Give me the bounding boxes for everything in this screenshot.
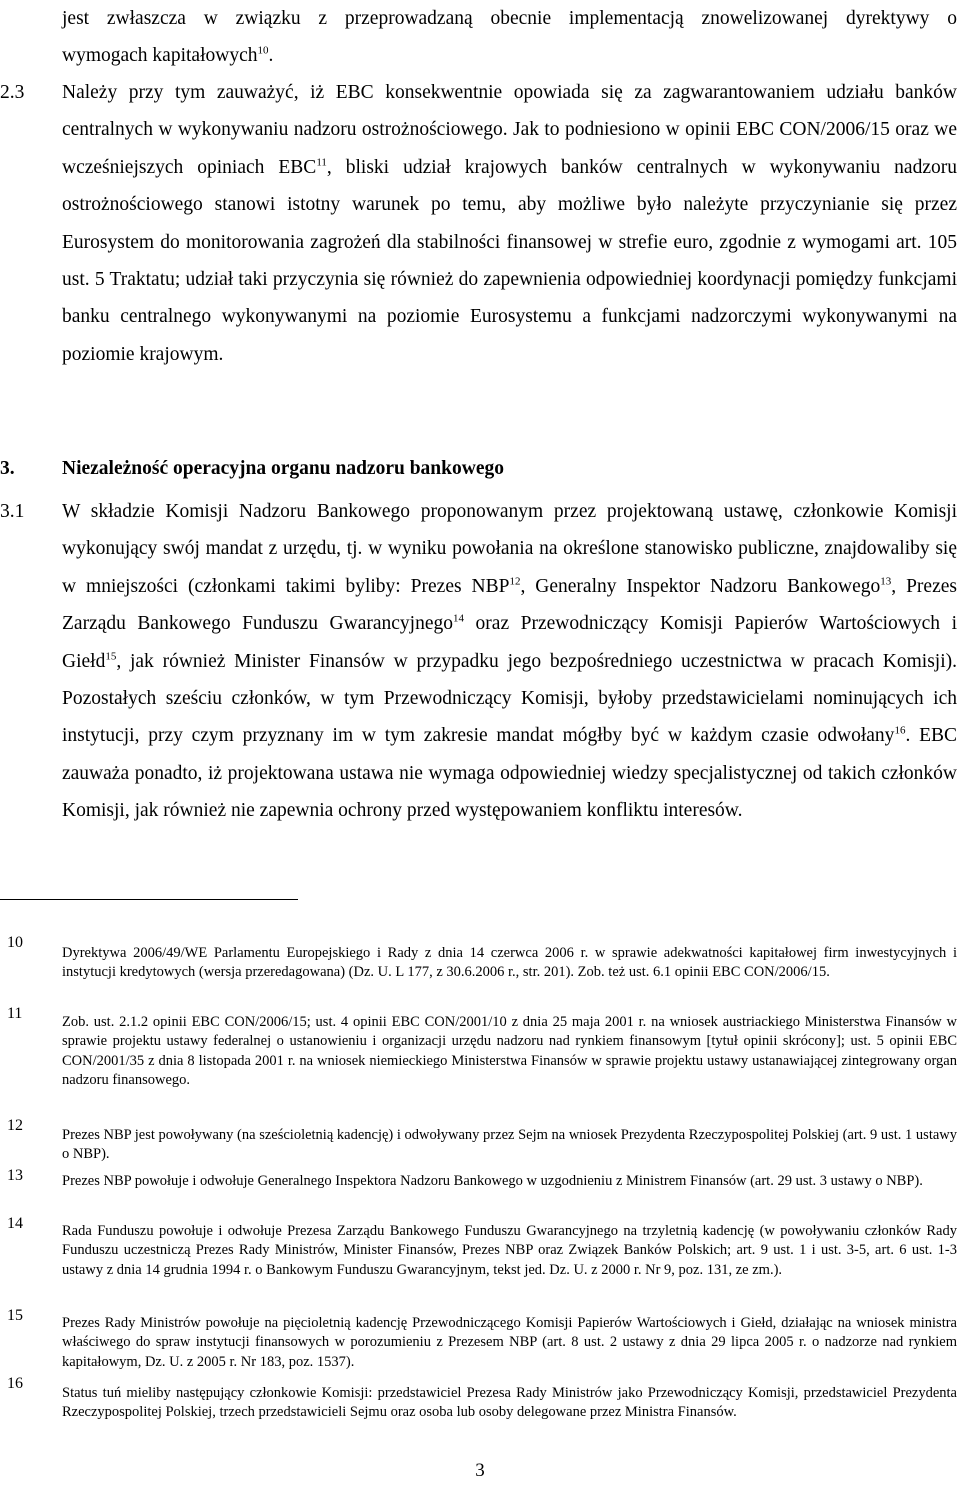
intro-paragraph (62, 0, 957, 75)
paragraph-3-1-text-d: oraz Przewodniczący Komisji Papierów Wartościowych i Giełd (62, 613, 958, 672)
paragraph-3-1-text-f: . EBC zauważa ponadto, iż projektowana ustawa nie wymaga odpowiedniej wiedzy specjalistycznej od takich członków Komisji, jak również nie zapewnia ochrony przed występowaniem konfliktu interesów. (62, 725, 957, 822)
footnote-text: Rada Funduszu powołuje i odwołuje Prezesa Zarządu Bankowego Funduszu Gwarancyjnego na trzyletnią kadencję (w powoływaniu członków Rady Funduszu uczestniczą Prezes Rady Ministrów, Minister Finansów, Prezes NBP oraz Związek Banków Polskich; art. 9 ust. 1 i ust. 3-5, art. 6 ust. 1-3 ustawy z dnia 14 grudnia 1994 r. o Bankowym Funduszu Gwarancyjnym, tekst jed. Dz. U. z 2000 r. Nr 9, poz. 131, ze zm.). (62, 1223, 957, 1278)
page-number: 3 (475, 1460, 485, 1481)
paragraph-3-1-text-c: , Prezes Zarządu Bankowego Funduszu Gwarancyjnego (62, 575, 957, 635)
footnote-text: Prezes NBP powołuje i odwołuje Generalnego Inspektora Nadzoru Bankowego w uzgodnieniu z Ministrem Finansów (art. 29 ust. 3 ustawy o NBP). (62, 1173, 923, 1189)
footnote-text: Prezes Rady Ministrów powołuje na pięcioletnią kadencję Przewodniczącego Komisji Papierów Wartościowych i Giełd, działając na wniosek ministra właściwego do spraw instytucji finansowych w porozumieniu z Prezesem NBP (art. 8 ust. 2 ustawy z dnia 29 lipca 2005 r. o nadzorze nad rynkiem kapitałowym, Dz. U. z 2005 r. Nr 183, poz. 1537). (62, 1315, 957, 1370)
footnote-number: 14 (7, 1215, 23, 1232)
footnote-number: 13 (7, 1167, 23, 1184)
intro-line-1: jest zwłaszcza w związku z przeprowadzaną obecnie implementacją znowelizowanej dyrektywy o (62, 8, 957, 29)
footnote-ref-12[interactable]: 12 (509, 575, 521, 588)
intro-line-2 (62, 37, 957, 74)
footnote-ref-16[interactable]: 16 (894, 724, 906, 737)
footnote-text: Zob. ust. 2.1.2 opinii EBC CON/2006/15; ust. 4 opinii EBC CON/2001/10 z dnia 25 maja 2001 r. na wniosek austriackiego Ministerstwa Finansów w sprawie projektu ustawy federalnej o ustanowieniu i organizacji urzędu nadzoru nad rynkiem finansowym [tytuł opinii skrócony]; ust. 5 opinii EBC CON/2001/35 z dnia 8 listopada 2001 r. na wniosek niemieckiego Ministerstwa Finansów w sprawie projektu ustawy ustanawiającej zintegrowany organ nadzoru finansowego. (62, 1014, 957, 1089)
footnote-ref-11[interactable]: 11 (316, 156, 327, 169)
footnote-ref-14[interactable]: 14 (452, 612, 464, 625)
paragraph-3-1-text-a: W składzie Komisji Nadzoru Bankowego proponowanym przez projektowaną ustawę, członkowie Komisji wykonujący swój mandat z urzędu, tj. w wyniku powołania na określone stanowisko publiczne, znajdowaliby się w mniejszości (członkami takimi byliby: Prezes NBP (62, 501, 957, 597)
section-3-heading: Niezależność operacyjna organu nadzoru bankowego (62, 458, 504, 479)
paragraph-number-2-3: 2.3 (0, 82, 25, 103)
footnote-number: 16 (7, 1375, 23, 1392)
paragraph-3-1-text-b: , Generalny Inspektor Nadzoru Bankowego (520, 575, 881, 597)
footnote-number: 12 (7, 1117, 23, 1134)
footnote-ref-13[interactable]: 13 (880, 575, 892, 588)
section-number-3: 3. (0, 458, 15, 479)
footnote-number: 10 (7, 934, 23, 951)
paragraph-3-1 (62, 493, 957, 830)
paragraph-2-3-text-b: , bliski udział krajowych banków centralnych w wykonywaniu nadzoru ostrożnościowego stanowi istotny warunek po temu, aby możliwe było należyte przyczynianie się przez Eurosystem do monitorowania zagrożeń dla stabilności finansowej w strefie euro, zgodnie z wymogami art. 105 ust. 5 Traktatu; udział taki przyczynia się również do zapewnienia odpowiedniej koordynacji pomiędzy funkcjami banku centralnego wykonywanymi na poziomie Eurosystemu a funkcjami nadzorczymi wykonywanymi na poziomie krajowym. (62, 156, 957, 365)
footnote-text: Dyrektywa 2006/49/WE Parlamentu Europejskiego i Rady z dnia 14 czerwca 2006 r. w sprawie adekwatności kapitałowej firm inwestycyjnych i instytucji kredytowych (wersja przeredagowana) (Dz. U. L 177, z 30.6.2006 r., str. 201). Zob. też ust. 6.1 opinii EBC CON/2006/15. (62, 945, 957, 981)
footnote-number: 15 (7, 1307, 23, 1324)
footnote-number: 11 (7, 1005, 23, 1022)
paragraph-2-3-text-a: Należy przy tym zauważyć, iż EBC konsekwentnie opowiada się za zagwarantowaniem udziału banków centralnych w wykonywaniu nadzoru ostrożnościowego. Jak to podniesiono w opinii EBC CON/2006/15 oraz we wcześniejszych opiniach EBC (62, 82, 957, 178)
paragraph-3-1-text-e: , jak również Minister Finansów w przypadku jego bezpośredniego uczestnictwa w pracach Komisji). Pozostałych sześciu członków, w tym Przewodniczący Komisji, byłoby przedstawicielami nominujących ich instytucji, przy czym przyznany im w tym zakresie mandat mógłby być w każdym czasie odwołany (62, 650, 957, 747)
paragraph-number-3-1: 3.1 (0, 501, 25, 522)
intro-line-2-text: wymogach kapitałowych (62, 45, 258, 67)
footnote-separator (0, 899, 298, 900)
footnote-text: Prezes NBP jest powoływany (na sześcioletnią kadencję) i odwoływany przez Sejm na wniosek Prezydenta Rzeczypospolitej Polskiej (art. 9 ust. 1 ustawy o NBP). (62, 1127, 958, 1163)
footnote-text: Status tuń mieliby następujący członkowie Komisji: przedstawiciel Prezesa Rady Ministrów jako Przewodniczący Komisji, przedstawiciel Prezydenta Rzeczypospolitej Polskiej, trzech przedstawicieli Sejmu oraz osoba lub osoby delegowane przez Ministra Finansów. (62, 1385, 957, 1421)
footnote-ref-10[interactable]: 10 (257, 44, 269, 57)
intro-line-2-end: . (268, 45, 274, 67)
paragraph-2-3 (62, 74, 957, 373)
footnote-ref-15[interactable]: 15 (105, 650, 117, 663)
